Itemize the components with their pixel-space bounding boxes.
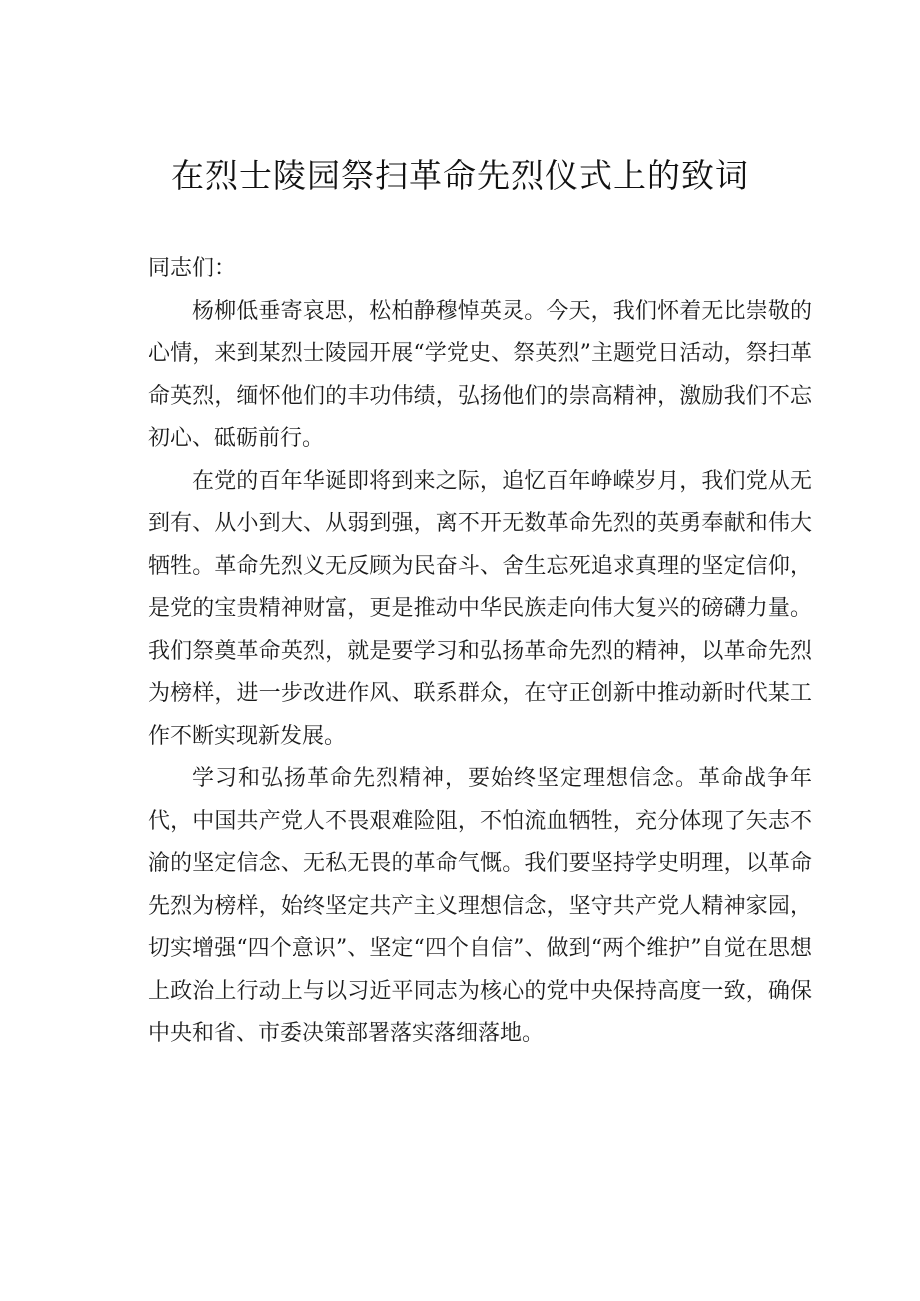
- paragraph-2: 在党的百年华诞即将到来之际，追忆百年峥嵘岁月，我们党从无到有、从小到大、从弱到强，离不开无数革命先烈的英勇奉献和伟大牺牲。革命先烈义无反顾为民奋斗、舍生忘死追求真理的坚定信仰，是党的宝贵精神财富，更是推动中华民族走向伟大复兴的磅礴力量。我们祭奠革命英烈，就是要学习和弘扬革命先烈的精神，以革命先烈为榜样，进一步改进作风、联系群众，在守正创新中推动新时代某工作不断实现新发展。: [148, 468, 812, 749]
- document-body: [148, 248, 812, 1056]
- paragraph-1: 杨柳低垂寄哀思，松柏静穆悼英灵。今天，我们怀着无比崇敬的心情，来到某烈士陵园开展“学党史、祭英烈”主题党日活动，祭扫革命英烈，缅怀他们的丰功伟绩，弘扬他们的崇高精神，激励我们不忘初心、砥砺前行。: [148, 298, 812, 451]
- salutation: 同志们：: [148, 256, 237, 281]
- paragraph-3: 学习和弘扬革命先烈精神，要始终坚定理想信念。革命战争年代，中国共产党人不畏艰难险阻，不怕流血牺牲，充分体现了矢志不渝的坚定信念、无私无畏的革命气慨。我们要坚持学史明理，以革命先烈为榜样，始终坚定共产主义理想信念，坚守共产党人精神家园，切实增强“四个意识”、坚定“四个自信”、做到“两个维护”自觉在思想上政治上行动上与以习近平同志为核心的党中央保持高度一致，确保中央和省、市委决策部署落实落细落地。: [148, 766, 812, 1046]
- document-title: 在烈士陵园祭扫革命先烈仪式上的致词: [171, 156, 749, 195]
